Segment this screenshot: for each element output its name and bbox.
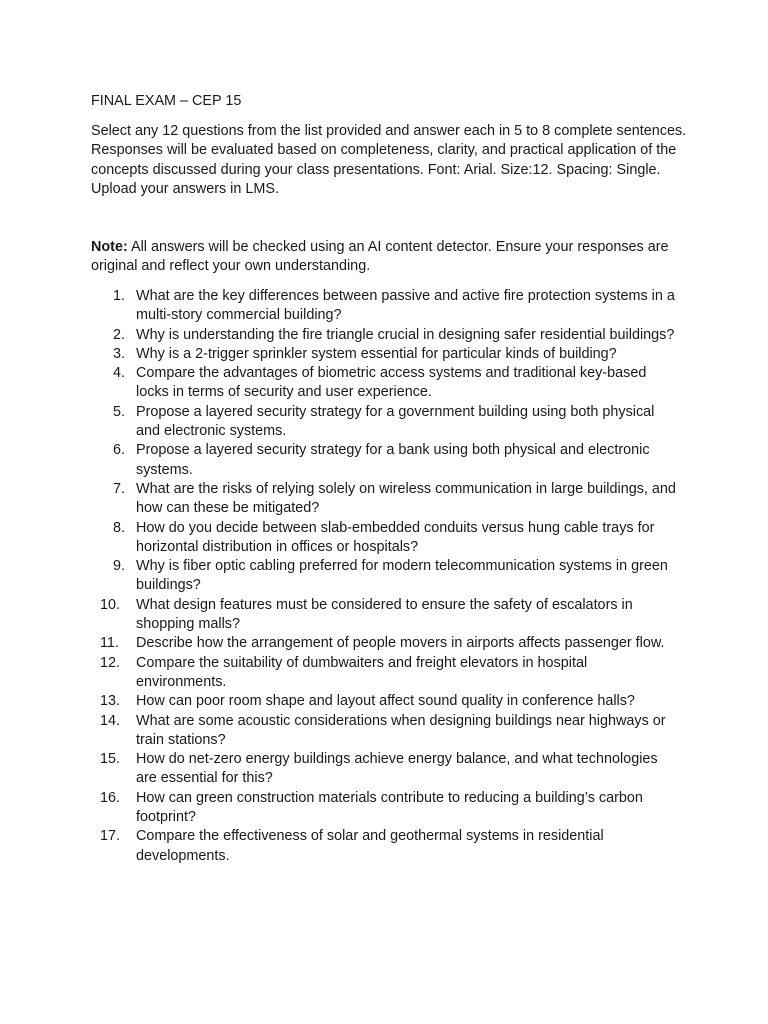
question-number: 13.: [100, 693, 121, 710]
question-item: [0, 712, 681, 751]
question-text: Compare the advantages of biometric access systems and traditional key-based locks in terms of security and user experience.: [136, 365, 647, 401]
question-number: 11.: [100, 635, 119, 652]
question-item: [0, 345, 681, 364]
question-text: Why is a 2-trigger sprinkler system essential for particular kinds of building?: [136, 345, 617, 362]
question-text: Propose a layered security strategy for a government building using both physical and electronic systems.: [136, 403, 655, 440]
question-number: 14.: [100, 712, 121, 729]
question-text: Propose a layered security strategy for a bank using both physical and electronic systems.: [136, 442, 650, 478]
instructions-paragraph: Select any 12 questions from the list provided and answer each in 5 to 8 complete sentences. Responses will be evaluated based on completeness, clarity, and practical application of the concepts discussed during your class presentations. Font: Arial. Size:12. Spacing: Single. Upload your answers in LMS.: [91, 123, 687, 197]
question-text: How do you decide between slab-embedded conduits versus hung cable trays for horizontal distribution in offices or hospitals?: [136, 519, 655, 555]
question-item: [0, 287, 681, 326]
question-item: [0, 692, 681, 711]
question-item: [0, 441, 681, 480]
note-text: All answers will be checked using an AI content detector. Ensure your responses are original and reflect your own understanding.: [91, 239, 669, 275]
question-number: 3.: [113, 345, 126, 362]
question-text: Describe how the arrangement of people movers in airports affects passenger flow.: [136, 635, 665, 652]
question-number: 1.: [113, 288, 126, 304]
question-number: 6.: [113, 442, 126, 459]
question-item: [0, 634, 681, 653]
question-number: 2.: [113, 326, 126, 343]
question-item: [0, 557, 681, 596]
question-text: What are some acoustic considerations when designing buildings near highways or train stations?: [136, 712, 666, 748]
question-number: 12.: [100, 654, 121, 671]
question-text: Why is understanding the fire triangle crucial in designing safer residential buildings?: [136, 326, 675, 343]
question-item: [0, 827, 681, 866]
question-number: 15.: [100, 751, 121, 768]
question-item: [0, 364, 681, 403]
question-item: [0, 750, 681, 789]
question-item: [0, 403, 681, 442]
question-text: What are the key differences between passive and active fire protection systems in a multi-story commercial building?: [136, 288, 675, 324]
question-text: What are the risks of relying solely on wireless communication in large buildings, and how can these be mitigated?: [136, 480, 676, 517]
question-list: [0, 287, 768, 866]
question-item: [0, 654, 681, 693]
question-item: [0, 480, 681, 519]
note-paragraph: [91, 238, 691, 277]
question-number: 5.: [113, 403, 126, 420]
question-item: [0, 596, 681, 635]
question-text: Compare the suitability of dumbwaiters and freight elevators in hospital environments.: [136, 654, 588, 690]
note-label: Note:: [91, 239, 128, 255]
question-text: How do net-zero energy buildings achieve energy balance, and what technologies are essential for this?: [136, 751, 658, 787]
question-item: [0, 326, 681, 345]
question-number: 16.: [100, 789, 121, 806]
question-text: Why is fiber optic cabling preferred for modern telecommunication systems in green buildings?: [136, 558, 668, 594]
question-text: How can green construction materials contribute to reducing a building’s carbon footprint?: [136, 789, 643, 826]
page-title: FINAL EXAM – CEP 15: [91, 93, 242, 109]
question-number: 4.: [113, 365, 126, 382]
question-number: 10.: [100, 596, 121, 613]
question-text: How can poor room shape and layout affect sound quality in conference halls?: [136, 693, 635, 710]
question-number: 9.: [113, 558, 126, 575]
question-number: 7.: [113, 480, 126, 497]
question-number: 8.: [113, 519, 126, 536]
question-number: 17.: [100, 828, 121, 845]
question-item: [0, 789, 681, 828]
question-text: Compare the effectiveness of solar and geothermal systems in residential developments.: [136, 828, 604, 864]
question-text: What design features must be considered to ensure the safety of escalators in shopping malls?: [136, 596, 633, 633]
question-item: [0, 519, 681, 558]
